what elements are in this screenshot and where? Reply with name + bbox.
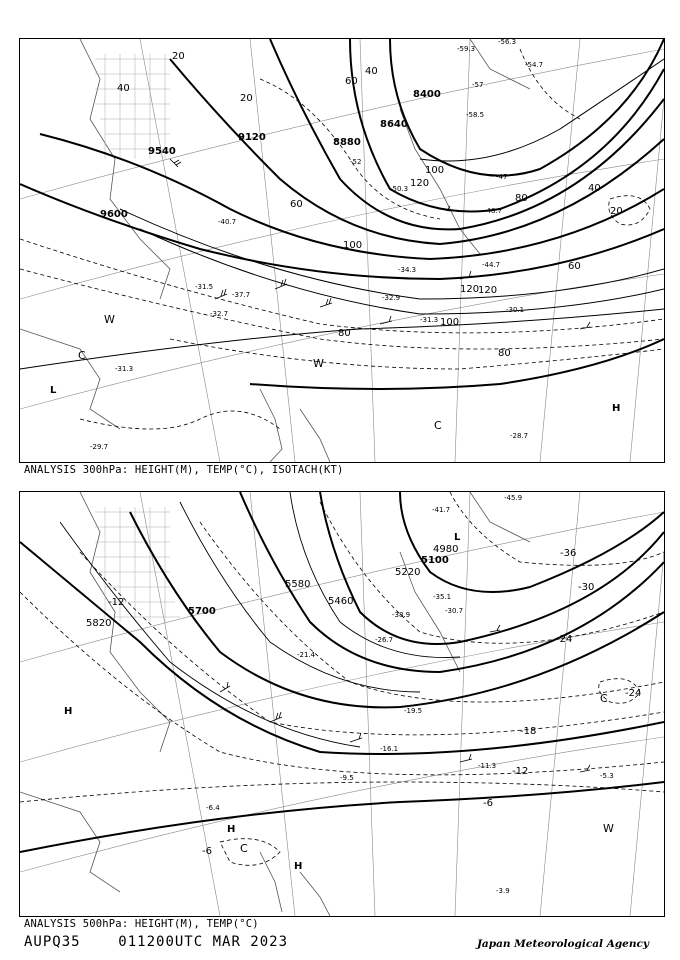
chart-code: AUPQ35 bbox=[24, 934, 81, 950]
map-300hpa-svg bbox=[20, 39, 664, 462]
low-symbol: L bbox=[50, 385, 57, 396]
wind-barbs bbox=[170, 159, 590, 329]
temp-value: -30.1 bbox=[506, 306, 525, 314]
temp-value: -5.3 bbox=[600, 772, 614, 780]
height-label: 4980 bbox=[433, 544, 459, 555]
isotach-label: 40 bbox=[588, 183, 601, 194]
isotach-label: 20 bbox=[610, 206, 623, 217]
isotach-label: 60 bbox=[568, 261, 581, 272]
isotach-label: 20 bbox=[172, 51, 185, 62]
warm-symbol: W bbox=[313, 357, 324, 370]
height-label: 5580 bbox=[285, 579, 311, 590]
isotach-label: 20 bbox=[240, 93, 253, 104]
temp-value: -32.9 bbox=[382, 294, 401, 302]
temp-value: -57 bbox=[472, 81, 484, 89]
temp-value: -31.5 bbox=[195, 283, 214, 291]
temp-labels-500 bbox=[108, 548, 641, 857]
height-label: 9120 bbox=[238, 132, 266, 143]
isotach-label: 80 bbox=[515, 193, 528, 204]
height-labels-300 bbox=[100, 89, 441, 220]
temp-value: -52 bbox=[350, 158, 362, 166]
temp-value: -6.4 bbox=[206, 804, 220, 812]
coastlines bbox=[20, 492, 530, 916]
isotach-label: 100 bbox=[425, 165, 445, 176]
chart-identifier bbox=[24, 934, 288, 950]
wind-barbs bbox=[220, 625, 590, 772]
height-label: 5700 bbox=[188, 606, 216, 617]
temp-value: -59.3 bbox=[457, 45, 476, 53]
temp-value: -56.3 bbox=[498, 39, 517, 46]
temp-values-500 bbox=[206, 494, 614, 895]
temp-value: -9.5 bbox=[340, 774, 354, 782]
temp-value: -58.5 bbox=[466, 111, 485, 119]
analysis-300hpa-map bbox=[19, 38, 665, 463]
height-label: 9600 bbox=[100, 209, 128, 220]
temp-value: -40.7 bbox=[218, 218, 237, 226]
temp-value: -28.7 bbox=[510, 432, 529, 440]
temp-label: -18 bbox=[520, 726, 537, 737]
height-label: 8640 bbox=[380, 119, 408, 130]
isotach-label: 100 bbox=[440, 317, 460, 328]
isotach-label: 40 bbox=[365, 66, 378, 77]
isotach-label: 40 bbox=[117, 83, 130, 94]
temp-label: -30 bbox=[578, 582, 595, 593]
temp-value: -54.7 bbox=[525, 61, 544, 69]
temp-value: -26.7 bbox=[375, 636, 394, 644]
temp-hatch bbox=[95, 54, 175, 159]
temp-label: -24 bbox=[556, 634, 573, 645]
height-label: 5460 bbox=[328, 596, 354, 607]
height-label: 8880 bbox=[333, 137, 361, 148]
height-label: 8400 bbox=[413, 89, 441, 100]
isotach-label: 120 bbox=[460, 284, 480, 295]
temp-value: -45.9 bbox=[504, 494, 523, 502]
temp-value: -47 bbox=[496, 173, 508, 181]
temp-label: -12 bbox=[512, 766, 529, 777]
low-symbol: L bbox=[454, 532, 461, 543]
coastlines bbox=[20, 39, 530, 462]
temp-value: -21.4 bbox=[297, 651, 316, 659]
map-500hpa-svg bbox=[20, 492, 664, 916]
temp-value: -31.3 bbox=[420, 316, 439, 324]
temp-value: -16.1 bbox=[380, 745, 399, 753]
analysis-500hpa-map bbox=[19, 491, 665, 917]
cold-symbol: C bbox=[240, 842, 248, 855]
temp-label: -12 bbox=[108, 597, 125, 608]
isotach-label: 120 bbox=[410, 178, 430, 189]
isotach-label: 100 bbox=[343, 240, 363, 251]
temp-value: -44.7 bbox=[482, 261, 501, 269]
warm-symbol: W bbox=[603, 822, 614, 835]
temp-label: -24 bbox=[625, 688, 642, 699]
caption-500hpa: ANALYSIS 500hPa: HEIGHT(M), TEMP(°C) bbox=[24, 918, 259, 930]
temp-label: -36 bbox=[560, 548, 577, 559]
height-label: 5820 bbox=[86, 618, 112, 629]
isotach-label: 60 bbox=[290, 199, 303, 210]
high-symbol: H bbox=[227, 824, 236, 835]
high-symbol: H bbox=[612, 403, 621, 414]
agency-name: Japan Meteorological Agency bbox=[476, 938, 649, 950]
temp-values-300 bbox=[90, 39, 543, 451]
temp-value: -41.7 bbox=[432, 506, 451, 514]
cold-symbol: C bbox=[600, 692, 608, 705]
isotach-label: 80 bbox=[338, 328, 351, 339]
temp-label: -6 bbox=[202, 846, 212, 857]
isotach-label: 80 bbox=[498, 348, 511, 359]
height-label: 5100 bbox=[421, 555, 449, 566]
temp-value: -31.3 bbox=[115, 365, 134, 373]
cold-symbol: C bbox=[434, 419, 442, 432]
temp-value: -19.5 bbox=[404, 707, 423, 715]
temp-value: -30.7 bbox=[445, 607, 464, 615]
pressure-symbols-500 bbox=[64, 532, 614, 872]
graticule bbox=[20, 39, 664, 462]
temp-value: -29.7 bbox=[90, 443, 109, 451]
isotach-label: 120 bbox=[478, 285, 498, 296]
temp-value: -34.3 bbox=[398, 266, 417, 274]
isotach-label: 60 bbox=[345, 76, 358, 87]
analysis-time: 011200UTC MAR 2023 bbox=[118, 934, 289, 950]
temp-value: -38.9 bbox=[392, 611, 411, 619]
caption-300hpa: ANALYSIS 300hPa: HEIGHT(M), TEMP(°C), ISOTACH(KT) bbox=[24, 464, 344, 476]
temp-value: -11.3 bbox=[478, 762, 497, 770]
temp-label: -6 bbox=[483, 798, 493, 809]
temp-value: -32.7 bbox=[210, 310, 229, 318]
height-label: 5220 bbox=[395, 567, 421, 578]
temp-value: -37.7 bbox=[232, 291, 251, 299]
temp-value: -3.9 bbox=[496, 887, 510, 895]
high-symbol: H bbox=[294, 861, 303, 872]
cold-symbol: C bbox=[78, 349, 86, 362]
temp-value: -50.3 bbox=[390, 185, 409, 193]
high-symbol: H bbox=[64, 706, 73, 717]
height-label: 9540 bbox=[148, 146, 176, 157]
temp-value: -35.1 bbox=[433, 593, 452, 601]
warm-symbol: W bbox=[104, 313, 115, 326]
temp-value: -48.7 bbox=[484, 207, 503, 215]
height-contours bbox=[20, 492, 664, 852]
